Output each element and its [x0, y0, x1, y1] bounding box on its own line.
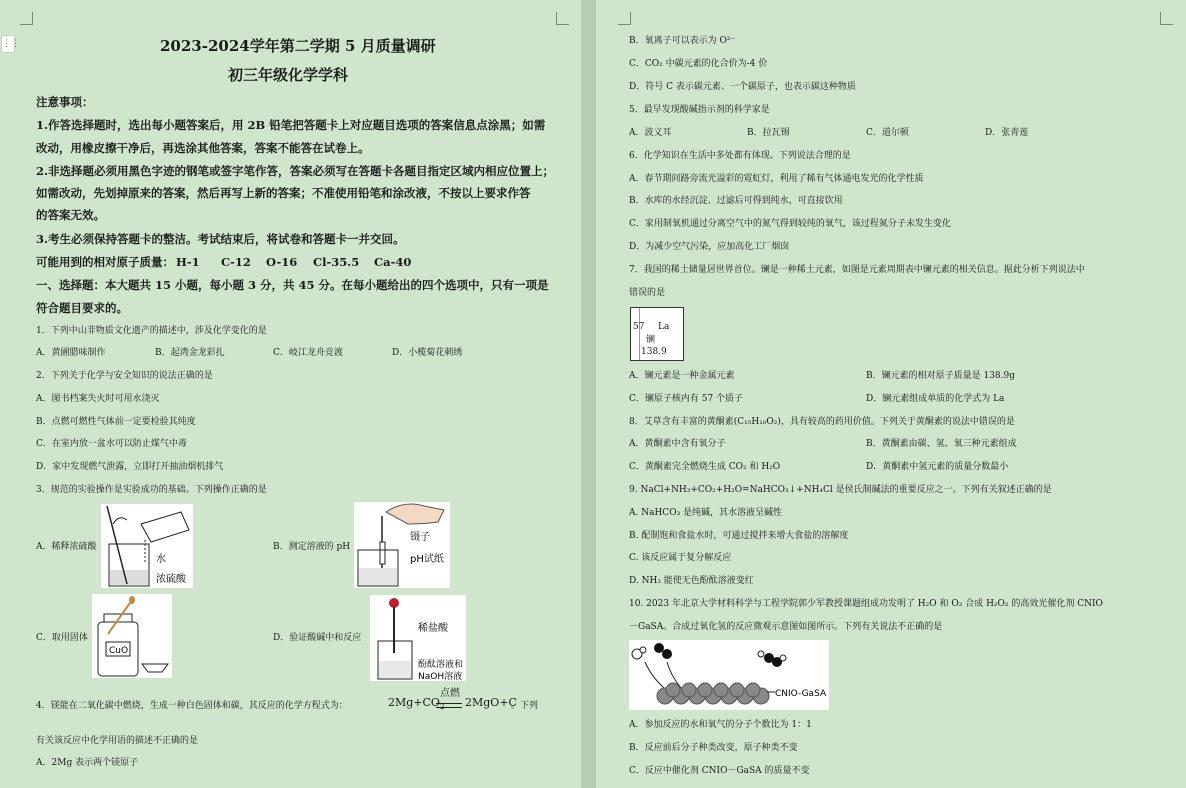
- option: A．图书档案失火时可用水浇灭: [36, 394, 160, 404]
- notice-heading: 注意事项：: [36, 95, 94, 109]
- notice-line: 2.非选择题必须用黑色字迹的钢笔或签字笔作答，答案必须写在答题卡各题目指定区域内相应位置上；: [36, 164, 554, 178]
- option: D．黄酮素中氢元素的质量分数最小: [866, 462, 1009, 472]
- page-gutter: [581, 0, 596, 788]
- water-label: 水: [156, 554, 166, 565]
- option: A．波义耳: [629, 128, 672, 138]
- option: A．镧元素是一种金属元素: [629, 371, 735, 381]
- tweezers-label: 镊子: [410, 532, 430, 543]
- option: B. 配制饱和食盐水时，可通过搅拌来增大食盐的溶解度: [629, 531, 849, 541]
- crop-mark: [20, 12, 33, 25]
- notice-line: 如需改动，先划掉原来的答案，然后再写上新的答案；不准使用铅笔和涂改液，不按以上要求作答: [36, 186, 531, 200]
- question-stem: 3．规范的实验操作是实验成功的基础。下列操作正确的是: [36, 485, 267, 495]
- atomic-mass: C-12: [221, 255, 251, 269]
- option: B．氧离子可以表示为 O²⁻: [629, 36, 736, 46]
- hcl-label: 稀盐酸: [418, 623, 448, 634]
- crop-mark: [618, 12, 631, 25]
- atomic-mass-label: 可能用到的相对原子质量：: [36, 255, 174, 269]
- option: A．黄酮素中含有氧分子: [629, 439, 726, 449]
- question-stem: 。下列: [511, 701, 539, 711]
- exam-title: 2023-2024学年第二学期 5 月质量调研: [160, 37, 436, 55]
- catalyst-label: CNIO-GaSA: [775, 689, 827, 699]
- option: B．黄酮素由碳、氢、氧三种元素组成: [866, 439, 1017, 449]
- option: B．拉瓦锡: [747, 128, 790, 138]
- question-stem: 7．我国的稀土储量居世界首位。镧是一种稀土元素，如图是元素周期表中镧元素的相关信息。据此分析下列说法中: [629, 265, 1085, 275]
- notice-line: 1.作答选择题时，选出每小题答案后，用 2B 铅笔把答题卡上对应题目选项的答案信息点涂黑；如需: [36, 118, 546, 132]
- ph-test-figure: [354, 502, 450, 588]
- right-page: [596, 0, 1186, 788]
- question-stem: 2．下列关于化学与安全知识的说法正确的是: [36, 371, 213, 381]
- option: D. NH₃ 能使无色酚酞溶液变红: [629, 576, 754, 586]
- element-name: 镧: [646, 335, 656, 345]
- neutralization-figure: [370, 595, 466, 681]
- option: D．镧元素组成单质的化学式为 La: [866, 394, 1005, 404]
- catalyst-reaction-figure: [629, 640, 829, 710]
- option: A．稀释浓硫酸: [36, 542, 97, 552]
- question-stem: 9. NaCl+NH₃+CO₂+H₂O=NaHCO₃↓+NH₄Cl 是侯氏制碱法的重要反应之一。下列有关叙述正确的是: [629, 485, 1052, 495]
- drag-handle-icon[interactable]: ⋮⋮: [1, 35, 15, 53]
- option: C．CO₂ 中碳元素的化合价为-4 价: [629, 59, 768, 69]
- option: C．在室内放一盆水可以防止煤气中毒: [36, 439, 187, 449]
- question-stem: 10. 2023 年北京大学材料科学与工程学院郭少军教授课题组成功发明了 H₂O 和 O₂ 合成 H₂O₂ 的高效光催化剂 CNIO: [629, 599, 1103, 609]
- question-stem: 6．化学知识在生活中多处都有体现。下列说法合理的是: [629, 151, 851, 161]
- question-stem: －GaSA。合成过氧化氢的反应微观示意图如图所示。下列有关说法不正确的是: [629, 622, 943, 632]
- option: A．黄圃腊味制作: [36, 348, 106, 358]
- phenol-label-2: NaOH溶液: [418, 672, 463, 681]
- option: D．小榄菊花刺绣: [392, 348, 463, 358]
- question-stem: 4．镁能在二氧化碳中燃烧，生成一种白色固体和碳，其反应的化学方程式为：: [36, 701, 348, 711]
- option: C．道尔顿: [866, 128, 909, 138]
- option: D．符号 C 表示碳元素、一个碳原子，也表示碳这种物质: [629, 82, 856, 92]
- option: D．为减少空气污染，应加高化工厂烟囱: [629, 242, 790, 252]
- notice-line: 3.考生必须保持答题卡的整洁。考试结束后，将试卷和答题卡一并交回。: [36, 232, 405, 246]
- option: A．参加反应的水和氧气的分子个数比为 1：1: [629, 720, 812, 730]
- option: C. 该反应属于复分解反应: [629, 553, 732, 563]
- crop-mark: [556, 12, 569, 25]
- equation-left: $2Mg+CO_2$: [388, 696, 445, 712]
- option: B．水库的水经沉淀、过滤后可得到纯水，可直接饮用: [629, 196, 843, 206]
- option: C．反应中催化剂 CNIO－GaSA 的质量不变: [629, 766, 810, 776]
- option: C．镧原子核内有 57 个质子: [629, 394, 744, 404]
- option: D．张青莲: [985, 128, 1029, 138]
- atomic-mass: O-16: [266, 255, 298, 269]
- question-stem: 8．艾草含有丰富的黄酮素(C₁₅H₁₀O₂)，具有较高的药用价值。下列关于黄酮素的说法中错误的是: [629, 417, 1015, 427]
- atomic-number: 57: [633, 322, 645, 332]
- option: C．岐江龙舟竞渡: [273, 348, 343, 358]
- acid-label: 浓硫酸: [156, 574, 186, 585]
- element-cell: [630, 307, 684, 361]
- option: C．家用制氧机通过分离空气中的氮气得到较纯的氧气，该过程氮分子未发生变化: [629, 219, 951, 229]
- option: D．家中发现燃气泄露，立即打开抽油烟机排气: [36, 462, 224, 472]
- section-heading: 一、选择题：本大题共 15 小题，每小题 3 分，共 45 分。在每小题给出的四个选项中，只有一项是: [36, 278, 549, 292]
- element-cell-depth: [631, 308, 640, 360]
- cuo-label: CuO: [109, 646, 129, 656]
- equation-right: 2MgO+C: [465, 696, 517, 709]
- option: B．测定溶液的 pH: [273, 542, 351, 552]
- option: B．起湾金龙彩扎: [155, 348, 225, 358]
- question-stem: 有关该反应中化学用语的描述不正确的是: [36, 736, 199, 746]
- equation-condition: 点燃: [440, 688, 460, 699]
- option: C．黄酮素完全燃烧生成 CO₂ 和 H₂O: [629, 462, 781, 472]
- phenol-label-1: 酚酞溶液和: [418, 660, 464, 670]
- question-stem: 错误的是: [629, 288, 666, 298]
- atomic-mass: Ca-40: [374, 255, 412, 269]
- option: A．2Mg 表示两个镁原子: [36, 758, 139, 768]
- left-page: [0, 0, 581, 788]
- section-heading: 符合题目要求的。: [36, 301, 128, 315]
- solid-sampling-figure: [92, 594, 172, 678]
- option: A．春节期间路旁流光溢彩的霓虹灯，利用了稀有气体通电发光的化学性质: [629, 174, 924, 184]
- option: D．验证酸碱中和反应: [273, 633, 362, 643]
- element-symbol: La: [658, 322, 670, 332]
- ph-paper-label: pH试纸: [410, 554, 444, 565]
- crop-mark: [1160, 12, 1173, 25]
- atomic-mass: H-1: [176, 255, 200, 269]
- question-stem: 5．最早发现酸碱指示剂的科学家是: [629, 105, 770, 115]
- option: B．镧元素的相对原子质量是 138.9g: [866, 371, 1016, 381]
- option: B．点燃可燃性气体前一定要检验其纯度: [36, 417, 196, 427]
- option: A. NaHCO₃ 是纯碱，其水溶液呈碱性: [629, 508, 783, 518]
- atomic-mass: Cl-35.5: [313, 255, 360, 269]
- atomic-mass-value: 138.9: [641, 347, 667, 357]
- option: C．取用固体: [36, 633, 88, 643]
- notice-line: 改动，用橡皮擦干净后，再选涂其他答案，答案不能答在试卷上。: [36, 141, 370, 155]
- notice-line: 的答案无效。: [36, 208, 105, 222]
- option: B．反应前后分子种类改变，原子种类不变: [629, 743, 798, 753]
- dilute-acid-figure: [101, 504, 193, 588]
- exam-subtitle: 初三年级化学学科: [228, 66, 349, 84]
- question-stem: 1．下列中山非物质文化遗产的描述中，涉及化学变化的是: [36, 326, 267, 336]
